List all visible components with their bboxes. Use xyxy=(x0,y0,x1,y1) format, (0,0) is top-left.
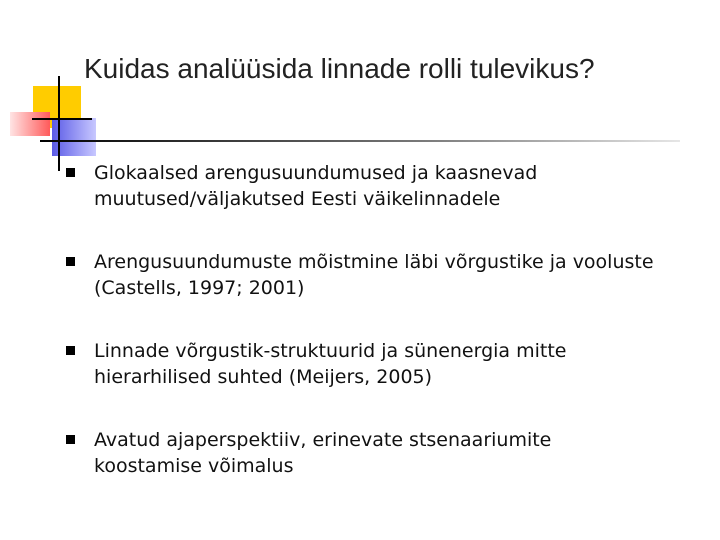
bullet-line: (Castells, 1997; 2001) xyxy=(94,277,305,299)
slide-title: Kuidas analüüsida linnade rolli tulevikus? xyxy=(84,53,595,84)
bullet-text xyxy=(94,249,694,301)
bullet-line: hierarhilised suhted (Meijers, 2005) xyxy=(94,366,433,388)
square-bullet-icon xyxy=(66,168,75,177)
bullet-line: Arengusuundumuste mõistmine läbi võrgustike ja vooluste xyxy=(94,251,654,273)
bullet-line: Glokaalsed arengusuundumused ja kaasnevad xyxy=(94,162,538,184)
square-bullet-icon xyxy=(66,346,75,355)
bullet-line: koostamise võimalus xyxy=(94,455,294,477)
bullet-line: Avatud ajaperspektiiv, erinevate stsenaariumite xyxy=(94,429,552,451)
bullet-text xyxy=(94,160,694,212)
bullet-text xyxy=(94,338,694,390)
bullet-line: muutused/väljakutsed Eesti väikelinnadele xyxy=(94,188,501,210)
bullet-line: Linnade võrgustik-struktuurid ja sünenergia mitte xyxy=(94,340,567,362)
square-bullet-icon xyxy=(66,257,75,266)
square-bullet-icon xyxy=(66,435,75,444)
bullet-text xyxy=(94,427,694,479)
